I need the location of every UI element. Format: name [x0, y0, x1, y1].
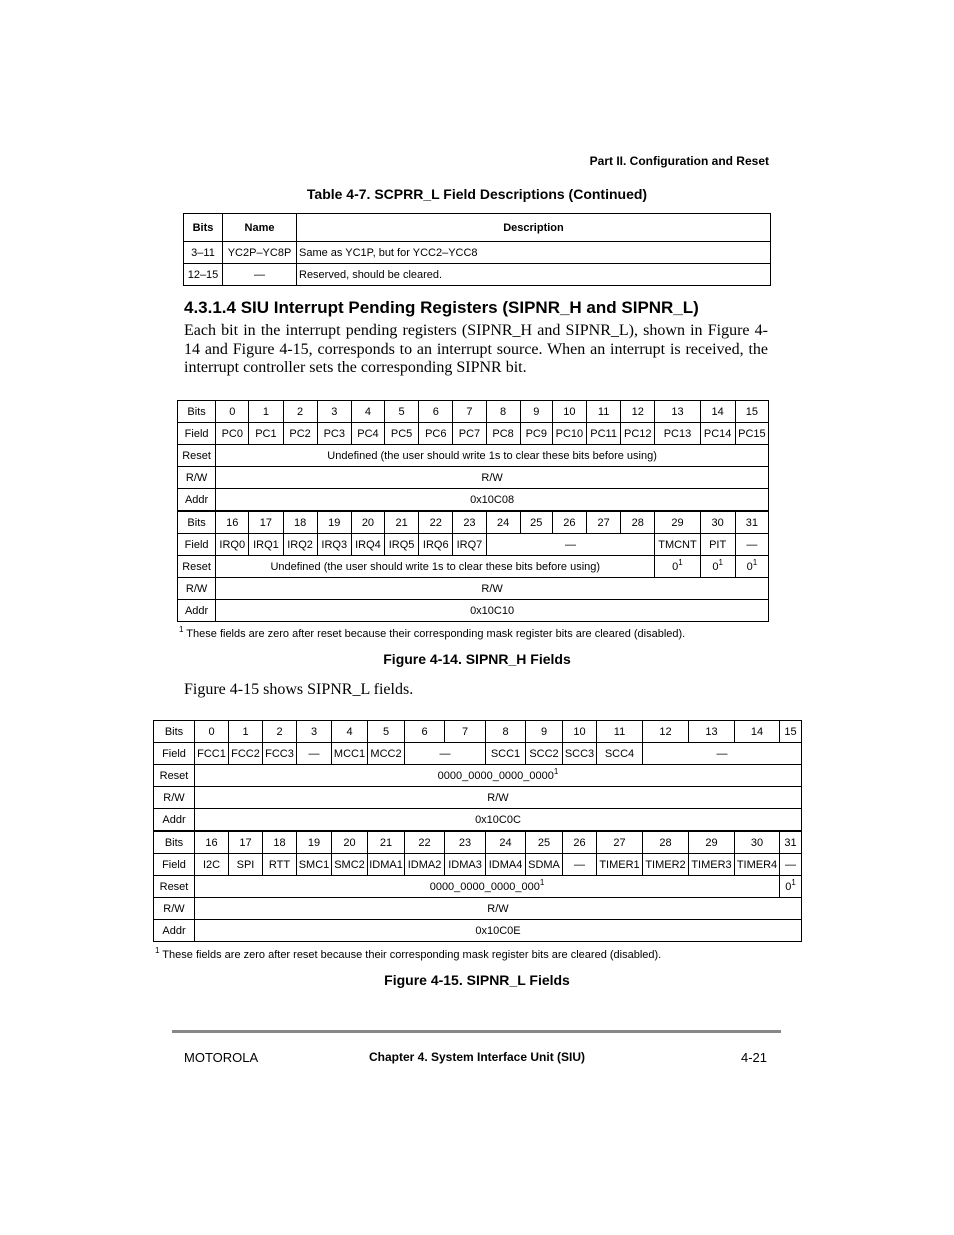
address-value: 0x10C08 — [216, 489, 769, 512]
field-name: RTT — [263, 854, 297, 876]
footnote-ref: 1 — [553, 766, 559, 776]
bit-number: 8 — [486, 721, 526, 743]
field-name: I2C — [195, 854, 229, 876]
row-label: Addr — [154, 920, 195, 942]
field-name: — — [405, 743, 486, 765]
body-paragraph: Each bit in the interrupt pending registers (SIPNR_H and SIPNR_L), shown in Figure 4-14 and Figure 4-15, corresponds to an interrupt source. When an interrupt is received, the interrupt controller sets the corresponding SIPNR bit. — [184, 322, 768, 376]
addr-row — [154, 920, 802, 942]
page-header: Part II. Configuration and Reset — [589, 154, 769, 168]
address-value: 0x10C0E — [195, 920, 802, 942]
bit-number: 25 — [520, 511, 552, 534]
footer-company: MOTOROLA — [184, 1050, 259, 1065]
bit-number: 7 — [445, 721, 486, 743]
bit-number: 11 — [587, 401, 621, 423]
bit-number: 15 — [780, 721, 802, 743]
figure-caption: Figure 4-15. SIPNR_L Fields — [384, 972, 570, 988]
figure-caption: Figure 4-14. SIPNR_H Fields — [383, 651, 571, 667]
field-name: PC8 — [486, 423, 520, 445]
field-name: IRQ4 — [351, 534, 384, 556]
field-row — [154, 854, 802, 876]
field-name: IRQ7 — [453, 534, 486, 556]
row-label: Bits — [154, 831, 195, 854]
bit-number: 0 — [216, 401, 249, 423]
bit-number: 22 — [419, 511, 453, 534]
field-name: — — [780, 854, 802, 876]
field-name: PC2 — [283, 423, 317, 445]
field-name: PC10 — [552, 423, 586, 445]
field-name: PC9 — [520, 423, 552, 445]
field-name: MCC1 — [332, 743, 368, 765]
bit-number: 19 — [297, 831, 332, 854]
field-name: IRQ0 — [216, 534, 249, 556]
bit-number: 26 — [563, 831, 597, 854]
bit-number: 21 — [385, 511, 419, 534]
field-name: FCC3 — [263, 743, 297, 765]
field-description-table — [183, 213, 771, 286]
row-label: Field — [178, 423, 216, 445]
bit-number: 9 — [520, 401, 552, 423]
reset-value: Undefined (the user should write 1s to clear these bits before using) — [216, 556, 655, 578]
footnote-ref: 1 — [791, 877, 796, 887]
reset-bit-value: 0 — [712, 560, 719, 573]
bit-number: 17 — [249, 511, 283, 534]
field-row — [178, 423, 769, 445]
field-name: IRQ6 — [419, 534, 453, 556]
address-value: 0x10C0C — [195, 809, 802, 832]
bit-number: 13 — [689, 721, 735, 743]
field-name: SCC3 — [563, 743, 597, 765]
bit-number: 27 — [587, 511, 621, 534]
row-label: R/W — [154, 787, 195, 809]
section-heading: 4.3.1.4 SIU Interrupt Pending Registers (SIPNR_H and SIPNR_L) — [184, 298, 699, 317]
bit-number: 12 — [621, 401, 655, 423]
field-name: PC12 — [621, 423, 655, 445]
bit-number: 30 — [735, 831, 780, 854]
table-cell: Reserved, should be cleared. — [297, 264, 771, 286]
rw-value: R/W — [216, 578, 769, 600]
reset-value — [195, 765, 802, 787]
footer-chapter: Chapter 4. System Interface Unit (SIU) — [368, 1050, 586, 1064]
bit-number: 9 — [526, 721, 563, 743]
reset-value — [195, 876, 780, 898]
footnote-text: These fields are zero after reset because their corresponding mask register bits are cleared (disabled). — [183, 628, 686, 640]
rw-row — [154, 787, 802, 809]
bit-number: 10 — [552, 401, 586, 423]
reset-bit-value: 0 — [785, 880, 792, 893]
field-name: FCC1 — [195, 743, 229, 765]
column-header: Bits — [184, 214, 223, 242]
row-label: Reset — [154, 876, 195, 898]
reset-row — [178, 556, 769, 578]
bit-number: 1 — [249, 401, 283, 423]
table-caption: Table 4-7. SCPRR_L Field Descriptions (Continued) — [306, 186, 648, 202]
bit-number: 15 — [735, 401, 768, 423]
bit-number: 17 — [229, 831, 263, 854]
row-label: Addr — [178, 489, 216, 512]
footnote-ref: 1 — [678, 557, 683, 567]
rw-value: R/W — [195, 787, 802, 809]
bit-number: 24 — [486, 831, 526, 854]
field-row — [154, 743, 802, 765]
reset-value-text: 0000_0000_0000_0000 — [437, 769, 554, 782]
footnote-text: These fields are zero after reset because their corresponding mask register bits are cleared (disabled). — [159, 949, 662, 961]
field-name: PC14 — [700, 423, 735, 445]
bit-number: 16 — [195, 831, 229, 854]
bit-number: 30 — [700, 511, 735, 534]
column-header: Description — [297, 214, 771, 242]
field-name: SMC1 — [297, 854, 332, 876]
field-name: IDMA4 — [486, 854, 526, 876]
field-name: IDMA2 — [405, 854, 445, 876]
bit-number: 28 — [621, 511, 655, 534]
field-name: IDMA1 — [368, 854, 405, 876]
reset-value: Undefined (the user should write 1s to clear these bits before using) — [216, 445, 769, 467]
row-label: Reset — [154, 765, 195, 787]
bit-number: 21 — [368, 831, 405, 854]
addr-row — [154, 809, 802, 832]
field-name: IRQ3 — [317, 534, 351, 556]
field-name: PIT — [700, 534, 735, 556]
field-name: SCC4 — [597, 743, 643, 765]
field-row — [178, 534, 769, 556]
field-name: PC1 — [249, 423, 283, 445]
sipnr-l-register-table — [153, 720, 802, 942]
rw-value: R/W — [195, 898, 802, 920]
body-paragraph: Figure 4-15 shows SIPNR_L fields. — [184, 681, 414, 698]
bit-number: 10 — [563, 721, 597, 743]
table-row — [184, 242, 771, 264]
bit-number: 7 — [453, 401, 486, 423]
field-name: — — [735, 534, 768, 556]
bit-number: 27 — [597, 831, 643, 854]
bits-row — [178, 401, 769, 423]
field-name: SCC1 — [486, 743, 526, 765]
row-label: Bits — [178, 511, 216, 534]
table-header-row — [184, 214, 771, 242]
row-label: Reset — [178, 556, 216, 578]
bit-number: 6 — [419, 401, 453, 423]
bit-number: 18 — [283, 511, 317, 534]
footnote — [155, 946, 662, 961]
bit-number: 26 — [552, 511, 586, 534]
field-name: IRQ1 — [249, 534, 283, 556]
field-name: — — [563, 854, 597, 876]
bit-number: 29 — [655, 511, 700, 534]
rw-row — [154, 898, 802, 920]
bit-number: 13 — [655, 401, 700, 423]
field-name: PC0 — [216, 423, 249, 445]
bit-number: 4 — [332, 721, 368, 743]
bits-row — [178, 511, 769, 534]
bit-number: 14 — [700, 401, 735, 423]
addr-row — [178, 600, 769, 622]
bit-number: 23 — [453, 511, 486, 534]
address-value: 0x10C10 — [216, 600, 769, 622]
table-cell: 3–11 — [184, 242, 223, 264]
row-label: Reset — [178, 445, 216, 467]
bit-number: 22 — [405, 831, 445, 854]
column-header: Name — [223, 214, 297, 242]
bit-number: 31 — [780, 831, 802, 854]
row-label: Field — [154, 743, 195, 765]
reset-row — [154, 765, 802, 787]
field-name: IRQ2 — [283, 534, 317, 556]
bits-row — [154, 721, 802, 743]
field-name: SPI — [229, 854, 263, 876]
bit-number: 11 — [597, 721, 643, 743]
bit-number: 3 — [317, 401, 351, 423]
table-cell: 12–15 — [184, 264, 223, 286]
bit-number: 31 — [735, 511, 768, 534]
bit-number: 20 — [351, 511, 384, 534]
footnote — [179, 625, 686, 640]
bit-number: 1 — [229, 721, 263, 743]
bit-number: 20 — [332, 831, 368, 854]
field-name: PC3 — [317, 423, 351, 445]
table-cell: — — [223, 264, 297, 286]
field-name: PC4 — [351, 423, 384, 445]
footnote-ref: 1 — [539, 877, 545, 887]
row-label: R/W — [154, 898, 195, 920]
footer-divider — [172, 1030, 781, 1033]
field-name: PC7 — [453, 423, 486, 445]
footnote-ref: 1 — [752, 557, 758, 567]
row-label: Addr — [178, 600, 216, 622]
field-name: FCC2 — [229, 743, 263, 765]
field-name: IRQ5 — [385, 534, 419, 556]
bit-number: 12 — [643, 721, 689, 743]
bit-number: 16 — [216, 511, 249, 534]
field-name: PC5 — [385, 423, 419, 445]
bit-number: 29 — [689, 831, 735, 854]
addr-row — [178, 489, 769, 512]
field-name: TIMER1 — [597, 854, 643, 876]
row-label: Bits — [178, 401, 216, 423]
reset-value-text: 0000_0000_0000_000 — [429, 880, 540, 893]
footnote-mark: 1 — [179, 625, 184, 634]
rw-row — [178, 578, 769, 600]
field-name: TIMER4 — [735, 854, 780, 876]
field-name: TMCNT — [655, 534, 700, 556]
bit-number: 28 — [643, 831, 689, 854]
page-number: 4-21 — [740, 1050, 767, 1065]
bit-number: 2 — [263, 721, 297, 743]
field-name: TIMER3 — [689, 854, 735, 876]
reset-bit — [655, 556, 700, 578]
reset-row — [178, 445, 769, 467]
bit-number: 5 — [385, 401, 419, 423]
bit-number: 3 — [297, 721, 332, 743]
field-name: — — [297, 743, 332, 765]
sipnr-h-register-table — [177, 400, 769, 622]
reset-bit — [735, 556, 768, 578]
bit-number: 25 — [526, 831, 563, 854]
bit-number: 19 — [317, 511, 351, 534]
bit-number: 23 — [445, 831, 486, 854]
bit-number: 8 — [486, 401, 520, 423]
field-name: SDMA — [526, 854, 563, 876]
field-name: IDMA3 — [445, 854, 486, 876]
bit-number: 18 — [263, 831, 297, 854]
bit-number: 4 — [351, 401, 384, 423]
row-label: Field — [154, 854, 195, 876]
row-label: R/W — [178, 467, 216, 489]
field-name: SMC2 — [332, 854, 368, 876]
field-name: MCC2 — [368, 743, 405, 765]
reset-bit — [700, 556, 735, 578]
field-name: — — [486, 534, 655, 556]
bit-number: 24 — [486, 511, 520, 534]
field-name: PC11 — [587, 423, 621, 445]
row-label: R/W — [178, 578, 216, 600]
field-name: PC15 — [735, 423, 768, 445]
row-label: Bits — [154, 721, 195, 743]
bit-number: 2 — [283, 401, 317, 423]
reset-row — [154, 876, 802, 898]
bit-number: 14 — [735, 721, 780, 743]
footnote-ref: 1 — [718, 557, 723, 567]
reset-bit-value: 0 — [672, 560, 679, 573]
bit-number: 0 — [195, 721, 229, 743]
bit-number: 5 — [368, 721, 405, 743]
row-label: Addr — [154, 809, 195, 832]
field-name: TIMER2 — [643, 854, 689, 876]
table-cell: YC2P–YC8P — [223, 242, 297, 264]
field-name: PC13 — [655, 423, 700, 445]
row-label: Field — [178, 534, 216, 556]
bit-number: 6 — [405, 721, 445, 743]
footnote-mark: 1 — [155, 946, 160, 955]
bits-row — [154, 831, 802, 854]
rw-value: R/W — [216, 467, 769, 489]
table-row — [184, 264, 771, 286]
field-name: PC6 — [419, 423, 453, 445]
reset-bit — [780, 876, 802, 898]
field-name: SCC2 — [526, 743, 563, 765]
field-name: — — [643, 743, 802, 765]
reset-bit-value: 0 — [746, 560, 753, 573]
rw-row — [178, 467, 769, 489]
table-cell: Same as YC1P, but for YCC2–YCC8 — [297, 242, 771, 264]
